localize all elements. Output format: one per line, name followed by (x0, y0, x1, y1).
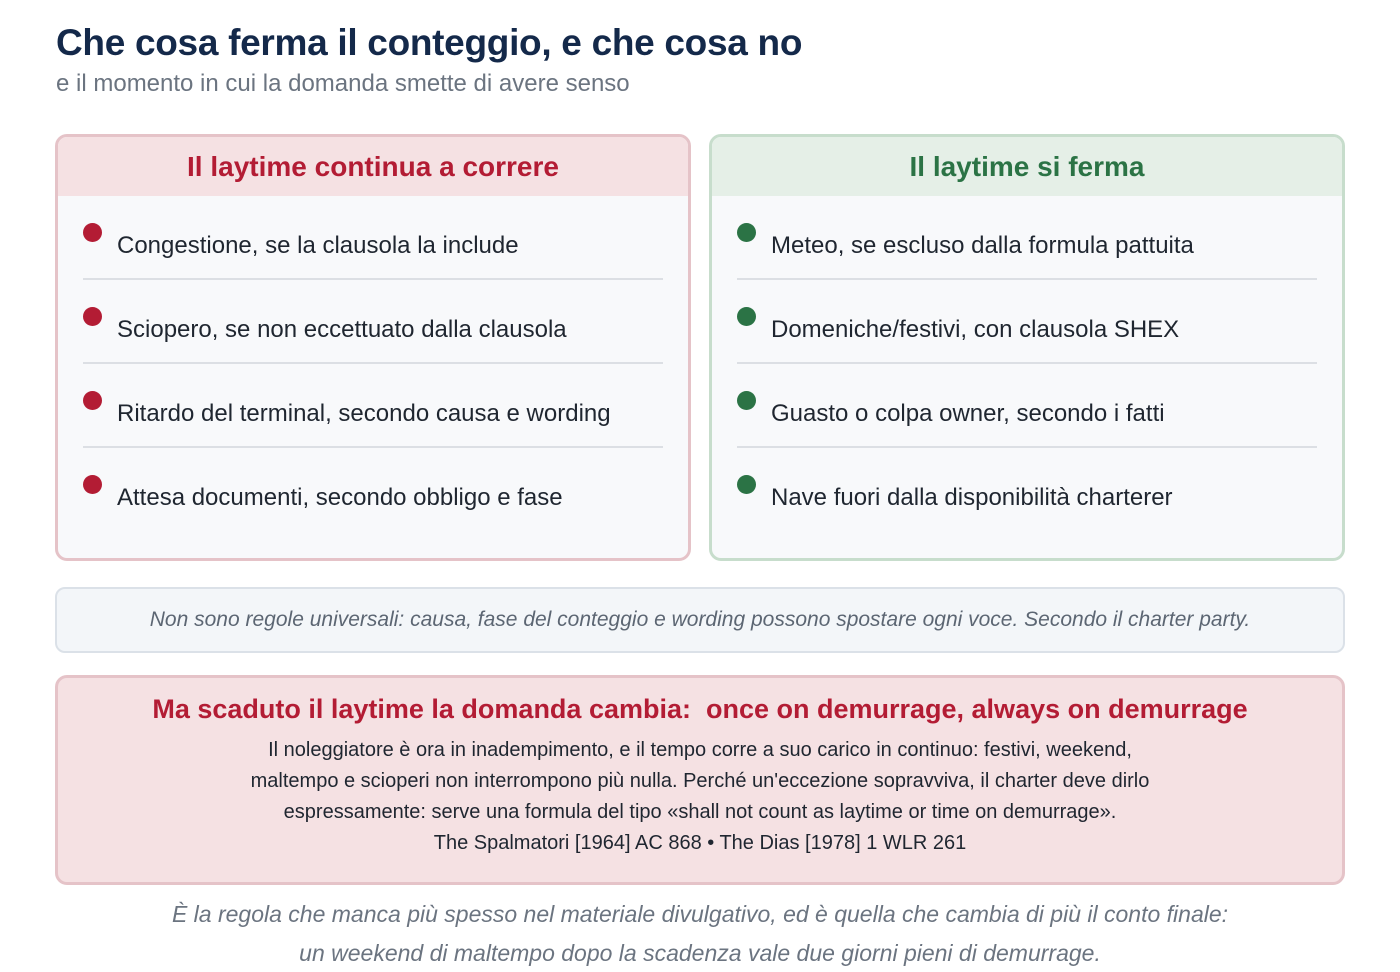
red-bullet-icon (83, 391, 102, 410)
list-item (737, 196, 1317, 280)
list-item (83, 280, 663, 364)
callout-line: Il noleggiatore è ora in inadempimento, e il tempo corre a suo carico in continuo: festivi, weekend, (268, 739, 1132, 761)
page-title: Che cosa ferma il conteggio, e che cosa no (56, 22, 803, 63)
list-item-text: Guasto o colpa owner, secondo i fatti (771, 400, 1165, 427)
demurrage-callout-body (58, 735, 1342, 859)
list-item (83, 364, 663, 448)
red-bullet-icon (83, 307, 102, 326)
demurrage-callout-title: Ma scaduto il laytime la domanda cambia: once on demurrage, always on demurrage (152, 694, 1248, 724)
list-item (737, 364, 1317, 448)
laytime-stops-list (712, 196, 1342, 532)
callout-line: maltempo e scioperi non interrompono più nulla. Perché un'eccezione sopravviva, il charter deve dirlo (250, 770, 1150, 792)
disclaimer-note: Non sono regole universali: causa, fase del conteggio e wording possono spostare ogni voce. Secondo il charter party. (55, 587, 1345, 653)
green-bullet-icon (737, 223, 756, 242)
green-bullet-icon (737, 391, 756, 410)
list-item (83, 196, 663, 280)
list-item-text: Ritardo del terminal, secondo causa e wording (117, 400, 611, 427)
green-bullet-icon (737, 307, 756, 326)
list-item (737, 448, 1317, 532)
laytime-runs-list (58, 196, 688, 532)
list-item-text: Nave fuori dalla disponibilità charterer (771, 484, 1173, 511)
red-bullet-icon (83, 475, 102, 494)
laytime-runs-panel (55, 134, 691, 561)
footer-line: un weekend di maltempo dopo la scadenza vale due giorni pieni di demurrage. (299, 940, 1101, 966)
red-bullet-icon (83, 223, 102, 242)
list-item-text: Sciopero, se non eccettuato dalla clausola (117, 316, 567, 343)
laytime-runs-title: Il laytime continua a correre (58, 137, 688, 196)
laytime-stops-panel (709, 134, 1345, 561)
demurrage-callout (55, 675, 1345, 885)
list-item-text: Meteo, se escluso dalla formula pattuita (771, 232, 1194, 259)
list-item (737, 280, 1317, 364)
footer-line: È la regola che manca più spesso nel materiale divulgativo, ed è quella che cambia di più il conto finale: (171, 901, 1229, 927)
list-item-text: Congestione, se la clausola la include (117, 232, 519, 259)
callout-line: espressamente: serve una formula del tipo «shall not count as laytime or time on demurrage». (283, 801, 1117, 823)
case-citation: The Spalmatori [1964] AC 868 • The Dias [1978] 1 WLR 261 (433, 832, 967, 854)
list-item-text: Attesa documenti, secondo obbligo e fase (117, 484, 563, 511)
list-item-text: Domeniche/festivi, con clausola SHEX (771, 316, 1180, 343)
page-subtitle: e il momento in cui la domanda smette di avere senso (56, 70, 630, 97)
laytime-stops-title: Il laytime si ferma (712, 137, 1342, 196)
list-item (83, 448, 663, 532)
footer-note (0, 895, 1400, 972)
green-bullet-icon (737, 475, 756, 494)
